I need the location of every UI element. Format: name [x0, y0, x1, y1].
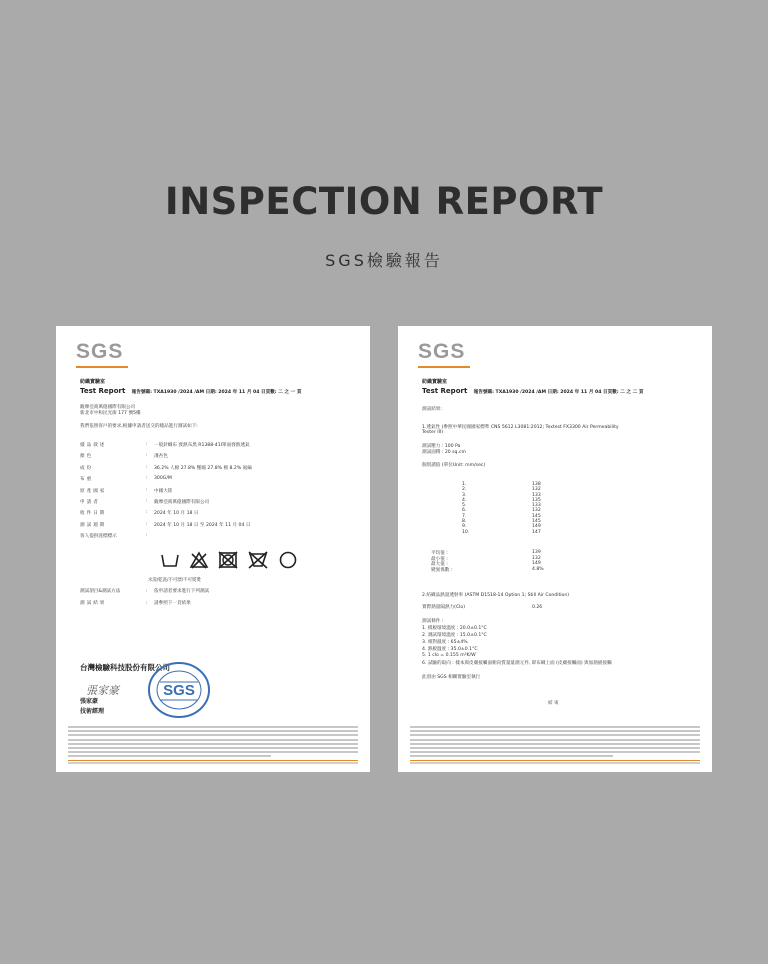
disclaimer-block: [410, 726, 700, 760]
svg-text:SGS: SGS: [163, 682, 195, 699]
test2-title: 2.紡織品熱量透射率 (ASTM D1518-14 Option 1; Still Air Condition): [422, 593, 570, 598]
table-row: 測試週期 : 2024 年 10 月 18 日 至 2024 年 11 月 04 日: [80, 521, 251, 528]
stat-row: 平均值 : 139: [431, 550, 541, 556]
test1-title-cont: Tester III): [422, 430, 444, 435]
closing-note: 此項由 SGS 相關實驗室執行: [422, 675, 481, 680]
stat-row: 變異係數 : 4.8%: [431, 566, 544, 573]
end-mark: 結 束: [548, 701, 559, 706]
report-page-1: [56, 326, 370, 772]
table-row: 成份 : 36.2% 人棉 27.8% 壓縮 27.8% 棉 8.2% 氨綸: [80, 464, 252, 471]
care-caption: 水洗/乾洗/不可漂/不可熨燙: [148, 578, 201, 583]
readings-values: 138 132 133 135 133 132 145 145 149 147: [532, 482, 541, 535]
lab-name: 紡織實驗室: [80, 379, 106, 385]
table-row: 申請者 : 薩摩亞商萬億國際有限公司: [80, 498, 210, 505]
footer-rule: [68, 760, 358, 761]
stat-row: 最大值 : 149: [431, 561, 541, 568]
report-header: [422, 387, 643, 395]
table-row: 布重 : 300G/M: [80, 476, 172, 483]
results-title: 測試結果:: [422, 407, 442, 412]
no-dryclean-icon: [247, 551, 269, 569]
no-bleach-icon: [189, 551, 209, 569]
dry-icon: [278, 551, 298, 569]
unit-line: 個別讀值 (單位Unit: mm/sec): [422, 463, 486, 468]
stat-row: 最小值 : 132: [431, 555, 541, 562]
signer-name: 張家豪: [80, 698, 99, 705]
condition-item: 2. 測試環境溫度 : 15.0±0.1°C: [422, 633, 487, 638]
sgs-seal-icon: [146, 660, 212, 720]
report-intro: 我們依照客戶的要求,根據申請者送交的樣品進行測試如下:: [80, 424, 198, 429]
stats-block: [431, 550, 544, 572]
report-label: Test Report: [80, 387, 126, 395]
care-label-icons: [160, 551, 298, 569]
condition-item: 6. 試驗的取向 : 樣本與皮膚接觸面朝向質量量測元件, 即布織上面 (皮膚接觸面) 與加熱板接觸: [422, 661, 612, 666]
sgs-logo: SGS: [418, 340, 466, 363]
page-subtitle: SGS檢驗報告: [325, 251, 443, 270]
test-method-row: 測試項目&測試方法 : 依申請者要求進行下列測試: [80, 589, 210, 594]
washing-icon: [160, 552, 180, 568]
sgs-logo: SGS: [76, 340, 124, 363]
table-row: 樣品敘述 : 一般針織布 發熱布黑 R1388-41I單面發熱透氣: [80, 442, 250, 448]
disclaimer-block: [68, 726, 358, 760]
test-result-row: 測試結果 : 請參照下一頁結果: [80, 601, 191, 606]
logo-underline: [418, 366, 470, 368]
report-header: [80, 387, 301, 395]
table-row: 收件日期 : 2024 年 10 月 18 日: [80, 510, 199, 517]
client-address: 新北市中和民光街 177 號5樓: [80, 411, 141, 416]
test1-title: 1.透氣性 (參照中華民國國家標準 CNS 5612 L3081:2012; Textest FX3300 Air Permeability: [422, 425, 619, 430]
conditions-title: 測試條件 :: [422, 619, 444, 624]
test2-result: 實際熱量隔熱力(Clo) 0.26: [422, 605, 543, 610]
readings-index: 1. 2. 3. 4. 5. 6. 7. 8. 9. 10.: [462, 482, 470, 535]
page-title: INSPECTION REPORT: [164, 180, 604, 223]
lab-name: 紡織實驗室: [422, 379, 448, 385]
condition-item: 5. 1 clo = 0.155 m²K/W: [422, 653, 476, 658]
table-row: 顏色 : 淺杏色: [80, 453, 168, 460]
report-header-info: 報告號碼: TXA1930 /2024 /AM 日期: 2024 年 11 月 04 日頁數: 二 之 二 頁: [473, 390, 644, 395]
signature: 張家豪: [86, 684, 119, 697]
company-name: 台灣檢驗科技股份有限公司: [80, 663, 170, 672]
no-tumble-dry-icon: [218, 551, 238, 569]
condition-item: 1. 模板環境溫度 : 20.0±0.1°C: [422, 626, 487, 631]
test-pressure: 測試壓力 : 100 Pa: [422, 444, 461, 449]
signer-title: 技術經理: [80, 708, 105, 715]
footer-rule: [410, 760, 700, 761]
sample-info-table: [80, 442, 350, 545]
condition-item: 3. 相對濕度 : 65±4%: [422, 640, 468, 645]
client-name: 薩摩亞商萬億國際有限公司: [80, 405, 136, 410]
table-row: 客人提供洗標標示 :: [80, 533, 148, 540]
test-area: 測試面積 : 20 sq.cm: [422, 450, 466, 455]
footer-address: [410, 762, 700, 764]
report-label: Test Report: [422, 387, 468, 395]
logo-underline: [76, 366, 128, 368]
report-header-info: 報告號碼: TXA1930 /2024 /AM 日期: 2024 年 11 月 04 日頁數: 二 之 一 頁: [131, 390, 302, 395]
report-page-2: [398, 326, 712, 772]
table-row: 原產國家 : 中國大陸: [80, 487, 173, 494]
footer-address: [68, 762, 358, 764]
condition-item: 4. 熱板溫度 : 35.0±0.1°C: [422, 647, 478, 652]
